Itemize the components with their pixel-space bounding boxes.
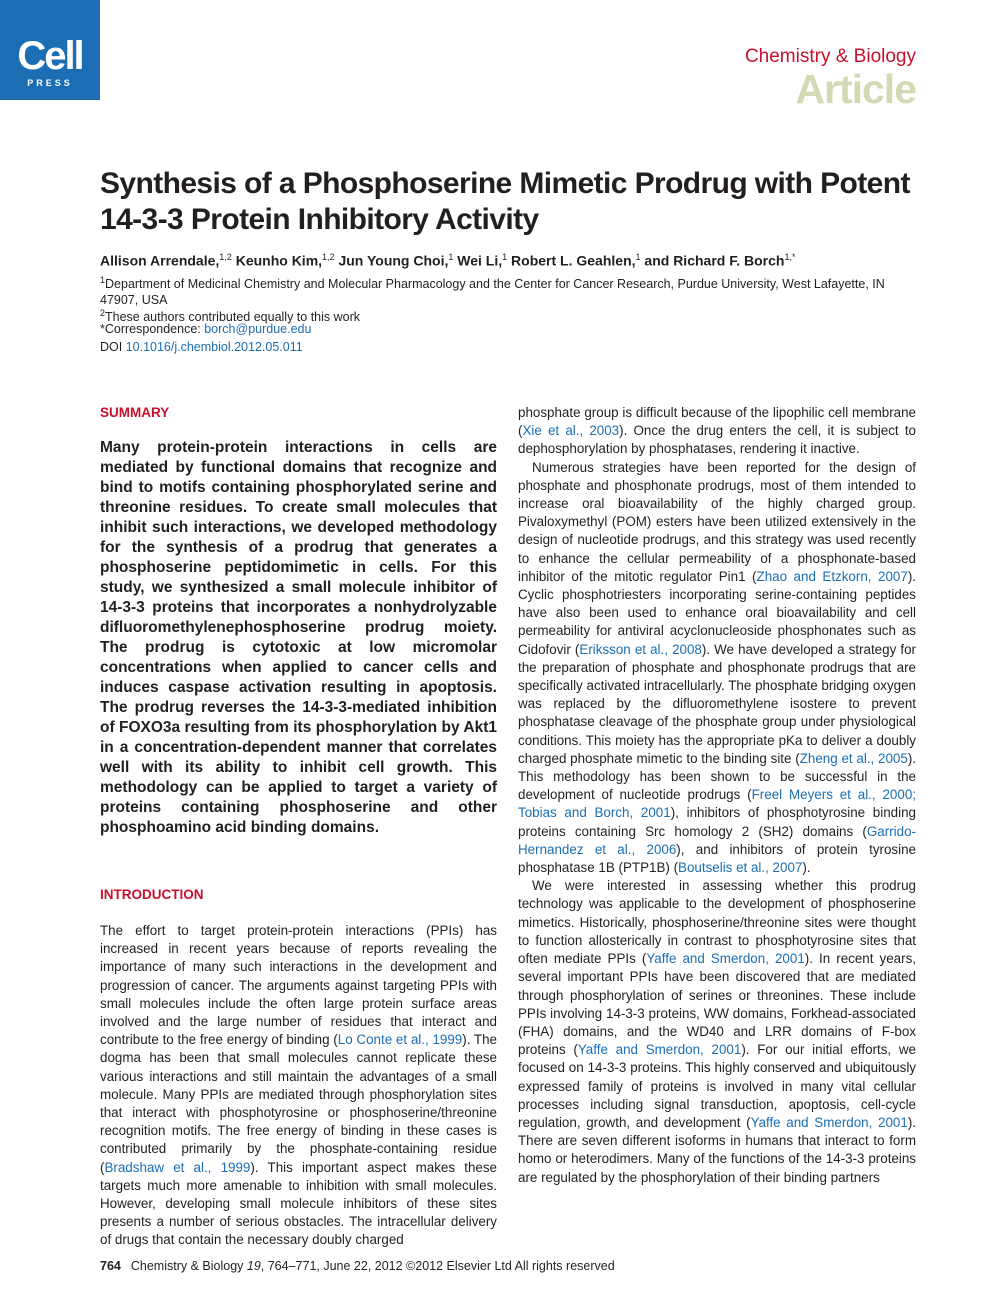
affiliation-text: These authors contributed equally to this work [105,310,361,325]
text-run: ). We have developed a strategy for the preparation of phosphate and phosphonate prodrugs that are specifically activated intracellularly. The phosphate bridging oxygen was replaced by the difluoromethylene isostere to prevent phosphatase cleavage of the phosphate group under physiological conditions. This moiety has the appropriate pKa to deliver a doubly charged phosphate mimetic to the binding site ( [518,641,916,766]
citation-link[interactable]: Boutselis et al., 2007 [678,860,803,876]
text-run: ). This important aspect makes these targets much more amenable to inhibition with small molecules. However, developing small molecule inhibitors of these sites presents a number of serious obstacles. The intracellular delivery of drugs that contain the necessary doubly charged [100,1159,497,1248]
author-name: Robert L. Geahlen, [511,252,636,269]
article-title: Synthesis of a Phosphoserine Mimetic Prodrug with Potent 14-3-3 Protein Inhibitory Activity [100,167,910,236]
text-run: ). There are seven different isoforms in humans that interact to form homo or heterodimers. Many of the functions of the 14-3-3 proteins are regulated by the phosphorylation of their binding partners [518,1114,916,1185]
citation-link[interactable]: Yaffe and Smerdon, 2001 [646,951,805,967]
author-name: Allison Arrendale, [100,252,220,269]
citation-link[interactable]: Eriksson et al., 2008 [579,641,702,657]
logo-sub-text: PRESS [27,78,73,88]
page-footer [100,1259,615,1273]
text-run: ). This methodology has been shown to be successful in the development of nucleotide prodrugs ( [518,750,917,803]
page-number: 764 [100,1259,121,1273]
doi-link[interactable]: 10.1016/j.chembiol.2012.05.011 [125,340,303,354]
citation-link[interactable]: Yaffe and Smerdon, 2001 [577,1042,742,1058]
author-affil-sup: 1 [635,252,641,262]
left-column [100,404,497,1250]
author-affil-sup: 1 [502,252,508,262]
text-run: phosphate group is difficult because of the lipophilic cell membrane ( [518,405,916,439]
footer-journal: Chemistry & Biology [130,1259,247,1273]
correspondence [100,321,920,337]
text-run: ). For our initial efforts, we focused on 14-3-3 proteins. This highly conserved and ubiquitously expressed family of proteins is involved in many vital cellular processes including signal transduction, apoptosis, cell-cycle regulation, growth, and development ( [518,1042,916,1130]
text-run: ), inhibitors of phosphotyrosine binding proteins containing Src homology 2 (SH2) domains ( [518,805,916,839]
text-run: ), and inhibitors of protein tyrosine phosphatase 1B (PTP1B) ( [518,841,916,876]
text-run: The effort to target protein-protein interactions (PPIs) has increased in recent years because of reports revealing the importance of many such interactions in the development and progression of cancer. The arguments against targeting PPIs with small molecules include the often large protein surface areas involved and the large number of residues that interact and contribute to the free energy of binding ( [100,923,497,1048]
text-run: We were interested in assessing whether this prodrug technology was applicable to the development of phosphoserine mimetics. Historically, phosphoserine/threonine sites were thought to function allosterically in contrast to phosphotyrosine sites that often mediate PPIs ( [518,878,916,967]
author-list [100,252,920,269]
cell-press-logo [0,0,100,100]
text-run: ). [802,860,811,876]
author-affil-sup: 1 [448,252,454,262]
introduction-heading: INTRODUCTION [100,887,204,902]
summary-heading: SUMMARY [100,405,170,420]
text-run: Numerous strategies have been reported for the design of phosphate and phosphonate prodrugs, most of them intended to increase oral bioavailability of the highly charged group. Pivaloxymethyl (POM) esters have been utilized extensively in the design of nucleotide prodrugs, and this strategy was used recently to enhance the cellular permeability of a phosphonate-based inhibitor of the mitotic regulator Pin1 ( [518,459,916,584]
right-column [518,404,916,1187]
affiliation-1 [100,272,920,308]
body-paragraph-3 [518,877,916,1186]
journal-name: Chemistry & Biology [744,46,916,67]
footer-volume: 19 [246,1259,261,1273]
citation-link[interactable]: Garrido-Hernandez et al., 2006 [518,823,916,857]
author-affil-sup: 1,* [784,252,796,262]
citation-link[interactable]: Lo Conte et al., 1999 [337,1032,463,1048]
affiliation-number: 1 [100,275,106,285]
affiliation-text: Department of Medicinal Chemistry and Molecular Pharmacology and the Center for Cancer Research, Purdue University, West Lafayette, IN 47907, USA [100,277,885,308]
author-name: and Richard F. Borch [644,252,785,269]
affiliation-number: 2 [100,308,106,318]
citation-link[interactable]: Bradshaw et al., 1999 [104,1159,251,1175]
text-run: ). Once the drug enters the cell, it is subject to dephosphorylation by phosphatases, rendering it inactive. [518,423,916,457]
article-type: Article [795,66,916,112]
doi-label: DOI [100,340,126,354]
citation-link[interactable]: Yaffe and Smerdon, 2001 [750,1114,908,1130]
text-run: ). The dogma has been that small molecules cannot replicate these various interactions and still maintain the advantages of a small molecule. Many PPIs are mediated through phosphorylation sites that interact with phosphotyrosine or phosphoserine/threonine recognition motifs. The free energy of binding in these cases is contributed primarily by the phosphate-containing residue ( [100,1032,498,1175]
author-name: Keunho Kim, [235,252,323,269]
intro-paragraph-1 [100,922,497,1250]
text-run: ). In recent years, several important PPIs have been discovered that are mediated through phosphorylation of serines or threonines. These include PPIs involving 14-3-3 proteins, WW domains, Forkhead-associated (FHA) domains, and the WD40 and LRR domains of F-box proteins ( [518,951,916,1058]
citation-link[interactable]: Xie et al., 2003 [522,423,620,439]
author-name: Wei Li, [457,252,503,269]
citation-link[interactable]: Freel Meyers et al., 2000; Tobias and Borch, 2001 [518,787,916,821]
summary-text: Many protein-protein interactions in cells are mediated by functional domains that recognize and bind to motifs containing phosphorylated serine and threonine residues. To create small molecules that inhibit such interactions, we developed methodology for the synthesis of a prodrug that generates a phosphoserine peptidomimetic in cells. For this study, we synthesized a small molecule inhibitor of 14-3-3 proteins that incorporates a nonhydrolyzable difluoromethylenephosphoserine prodrug moiety. The prodrug is cytotoxic at low micromolar concentrations when applied to cancer cells and induces caspase activation resulting in apoptosis. The prodrug reverses the 14-3-3-mediated inhibition of FOXO3a resulting from its phosphorylation by Akt1 in a concentration-dependent manner that correlates well with its ability to inhibit cell growth. This methodology can be applied to target a variety of proteins containing phosphoserine and other phosphoamino acid binding domains. [100,439,497,836]
citation-link[interactable]: Zheng et al., 2005 [799,750,908,766]
text-run: ). Cyclic phosphotriesters incorporating serine-containing peptides have also been used to enhance oral bioavailability and cell permeability for antiviral acyclonucleoside phosphonates such as Cidofovir ( [518,568,916,657]
author-affil-sup: 1,2 [219,252,232,262]
correspondence-label: *Correspondence: [100,322,205,336]
body-paragraph-1 [518,404,916,459]
correspondence-email-link[interactable]: borch@purdue.edu [204,322,312,336]
body-paragraph-2 [518,459,916,878]
author-name: Jun Young Choi, [338,252,449,269]
footer-citation: , 764–771, June 22, 2012 ©2012 Elsevier Ltd All rights reserved [260,1259,615,1273]
doi-line [100,339,920,355]
citation-link[interactable]: Zhao and Etzkorn, 2007 [756,568,908,584]
author-affil-sup: 1,2 [322,252,335,262]
logo-main-text: Cell [17,34,83,78]
